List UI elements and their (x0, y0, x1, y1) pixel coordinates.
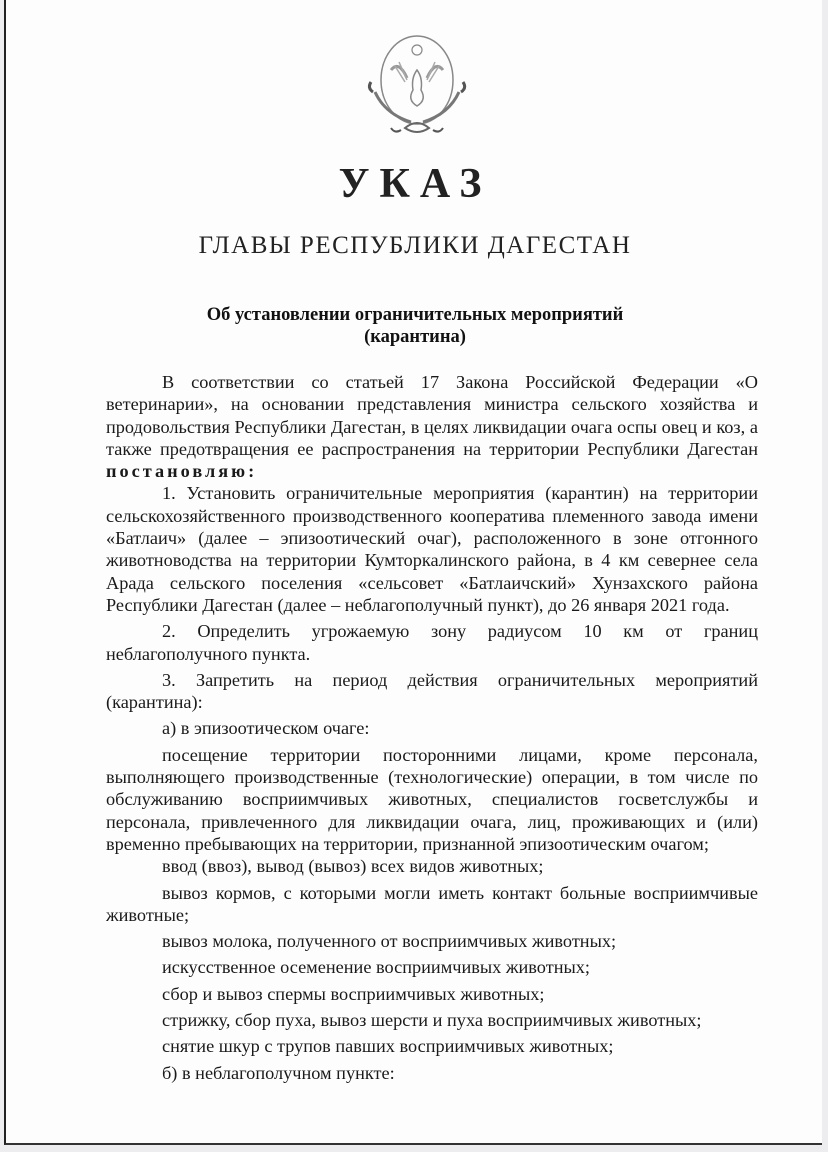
list-item: вывоз молока, полученного от восприимчивых животных; (162, 931, 617, 952)
issuer-heading: ГЛАВЫ РЕСПУБЛИКИ ДАГЕСТАН (198, 232, 632, 259)
document-type-heading: УКАЗ (338, 161, 492, 207)
document-title-line-2: (карантина) (364, 327, 466, 347)
paragraph-3: 3. Запретить на период действия ограничительных мероприятий (карантина): (106, 669, 758, 713)
list-item: посещение территории посторонними лицами, кроме персонала, выполняющего производственные (технологические) операции, в том числе по обслуживанию восприимчивых животных, специалистов госветслужбы и персонала, привлеченного для ликвидации очага, лиц, проживающих и (или) временно пребывающих на территории, признанной эпизоотическим очагом; (106, 744, 758, 854)
list-item: сбор и вывоз спермы восприимчивых животных; (162, 983, 545, 1004)
decree-colon: : (248, 461, 258, 482)
preamble-text: В соответствии со статьей 17 Закона Российской Федерации «О ветеринарии», на основании представления министра сельского хозяйства и продовольствия Республики Дагестан, в целях ликвидации очага оспы овец и коз, а также предотвращения ее распространения на территории Республики Дагестан (106, 372, 758, 459)
list-item: снятие шкур с трупов павших восприимчивых животных; (162, 1036, 614, 1057)
document-page (4, 0, 822, 1145)
coat-of-arms-emblem (361, 30, 473, 138)
document-title-line-1: Об установлении ограничительных мероприятий (206, 305, 624, 325)
list-item: ввод (ввоз), вывод (вывоз) всех видов животных; (162, 856, 544, 877)
decree-word: постановляю (106, 461, 249, 482)
subparagraph-a: а) в эпизоотическом очаге: (162, 718, 370, 739)
list-item: вывоз кормов, с которыми могли иметь контакт больные восприимчивые животные; (106, 882, 758, 925)
paragraph-1: 1. Установить ограничительные мероприятия (карантин) на территории сельскохозяйственного производственного кооператива племенного завода имени «Батлаич» (далее – эпизоотический очаг), расположенного в зоне отгонного животноводства на территории Кумторкалинского района, в 4 км севернее села Арада сельского поселения «сельсовет «Батлаичский» Хунзахского района Республики Дагестан (далее – неблагополучный пункт), до 26 января 2021 года. (106, 483, 758, 615)
list-item: стрижку, сбор пуха, вывоз шерсти и пуха восприимчивых животных; (162, 1010, 702, 1031)
list-item: искусственное осеменение восприимчивых животных; (162, 957, 590, 978)
subparagraph-b: б) в неблагополучном пункте: (162, 1062, 395, 1083)
paragraph-2: 2. Определить угрожаемую зону радиусом 10 км от границ неблагополучного пункта. (106, 621, 758, 664)
preamble-paragraph (106, 371, 758, 482)
document-title (6, 304, 824, 348)
document-body (106, 371, 758, 1084)
